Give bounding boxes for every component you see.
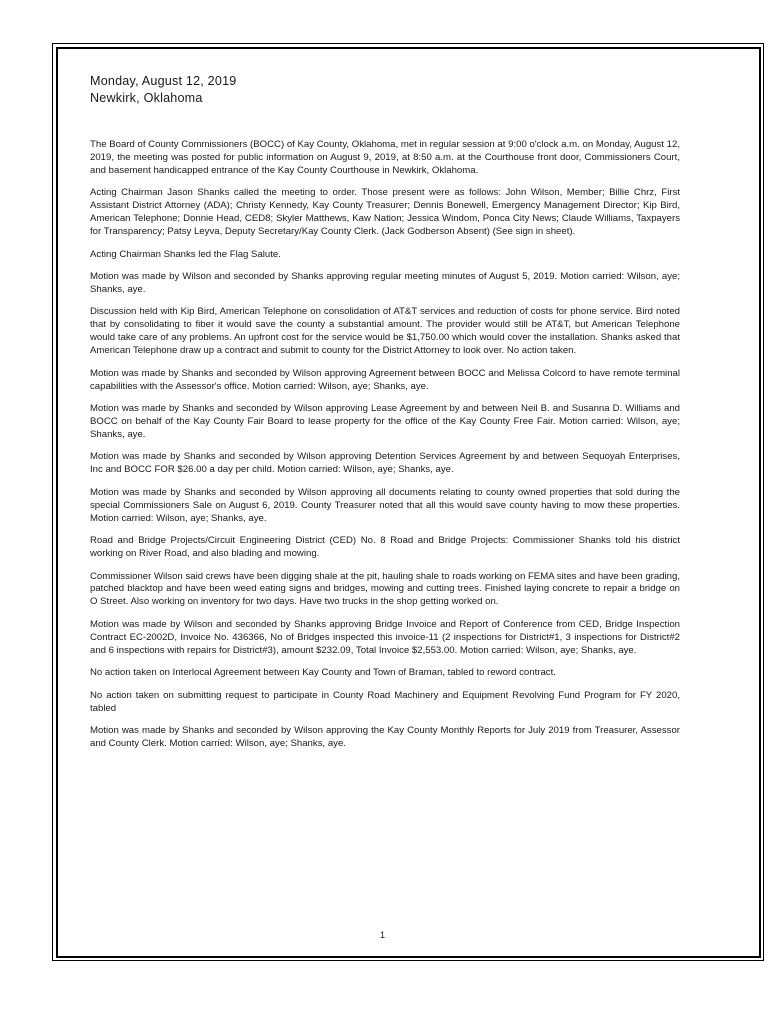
document-body [90,73,680,760]
paragraph-detention-agreement: Motion was made by Shanks and seconded by Wilson approving Detention Services Agreement by and between Sequoyah Enterprises, Inc and BOCC FOR $26.00 a day per child. Motion carried: Wilson, aye; Shanks, aye. [90,451,680,476]
paragraph-attendance: Acting Chairman Jason Shanks called the meeting to order. Those present were as follows: John Wilson, Member; Billie Chrz, First Assistant District Attorney (ADA); Christy Kennedy, Kay County Treasurer; Dennis Bonewell, Emergency Management Director; Kip Bird, American Telephone; Donnie Head, CED8; Skyler Matthews, Kaw Nation; Jessica Windom, Ponca City News; Claude Williams, Taxpayers for Transparency; Patsy Leyva, Deputy Secretary/Kay County Clerk. (Jack Godberson Absent) (See sign in sheet). [90,187,680,238]
paragraph-colcord-agreement: Motion was made by Shanks and seconded by Wilson approving Agreement between BOCC and Melissa Colcord to have remote terminal capabilities with the Assessor's office. Motion carried: Wilson, aye; Shanks, aye. [90,367,680,392]
paragraph-minutes-approval: Motion was made by Wilson and seconded by Shanks approving regular meeting minutes of August 5, 2019. Motion carried: Wilson, aye; Shanks, aye. [90,271,680,295]
paragraph-bridge-invoice: Motion was made by Wilson and seconded by Shanks approving Bridge Invoice and Report of Conference from CED, Bridge Inspection Contract EC-2002D, Invoice No. 436366, No of Bridges inspected this invoice-11 (2 inspections for District#1, 3 inspections for District#2 and 6 inspections with repairs for District#3), amount $232.09, Total Invoice $2,553.00. Motion carried: Wilson, aye; Shanks, aye. [90,618,680,656]
paragraph-flag-salute: Acting Chairman Shanks led the Flag Salute. [90,248,281,260]
meeting-location: Newkirk, Oklahoma [90,91,203,105]
meeting-date: Monday, August 12, 2019 [90,74,237,88]
page-number: 1 [380,930,386,940]
paragraph-interlocal-agreement: No action taken on Interlocal Agreement between Kay County and Town of Braman, tabled to reword contract. [90,667,556,679]
paragraph-lease-agreement: Motion was made by Shanks and seconded by Wilson approving Lease Agreement by and between Neil B. and Susanna D. Williams and BOCC on behalf of the Kay County Fair Board to lease property for the office of the Kay County Free Fair. Motion carried: Wilson, aye; Shanks, aye. [90,403,680,440]
paragraph-wilson-report: Commissioner Wilson said crews have been digging shale at the pit, hauling shale to roads working on FEMA sites and have been grading, patched blacktop and have been weed eating signs and bridges, mowing and cutting trees. Finished laying concrete to repair a bridge on O Street. Also working on inventory for two days. Have two trucks in the shop getting worked on. [90,570,680,608]
paragraph-commissioners-sale: Motion was made by Shanks and seconded by Wilson approving all documents relating to county owned properties that sold during the special Commissioners Sale on August 6, 2019. County Treasurer noted that all this would save county having to mow these properties. Motion carried: Wilson, aye; Shanks, aye. [90,486,680,524]
paragraph-session-notice: The Board of County Commissioners (BOCC) of Kay County, Oklahoma, met in regular session at 9:00 o'clock a.m. on Monday, August 12, 2019, the meeting was posted for public information on August 9, 2019, at 8:50 a.m. at the Courthouse front door, Commissioners Court, and basement handicapped entrance of the Kay County Courthouse in Newkirk, Oklahoma. [90,139,680,176]
paragraph-att-discussion: Discussion held with Kip Bird, American Telephone on consolidation of AT&T services and reduction of costs for phone service. Bird noted that by consolidating to fiber it would save the county a substantial amount. The provider would still be AT&T, but American Telephone would take care of any problems. An upfront cost for the service would be $1,750.00 which would cover the installation. Shanks asked that American Telephone draw up a contract and submit to county for the District Attorney to look over. No action taken. [90,306,680,357]
paragraph-revolving-fund: No action taken on submitting request to participate in County Road Machinery and Equipment Revolving Fund Program for FY 2020, tabled [90,689,680,714]
paragraph-monthly-reports: Motion was made by Shanks and seconded by Wilson approving the Kay County Monthly Reports for July 2019 from Treasurer, Assessor and County Clerk. Motion carried: Wilson, aye; Shanks, aye. [90,725,680,749]
paragraph-road-bridge: Road and Bridge Projects/Circuit Engineering District (CED) No. 8 Road and Bridge Projects: Commissioner Shanks told his district working on River Road, and also blading and mowing. [90,535,680,559]
